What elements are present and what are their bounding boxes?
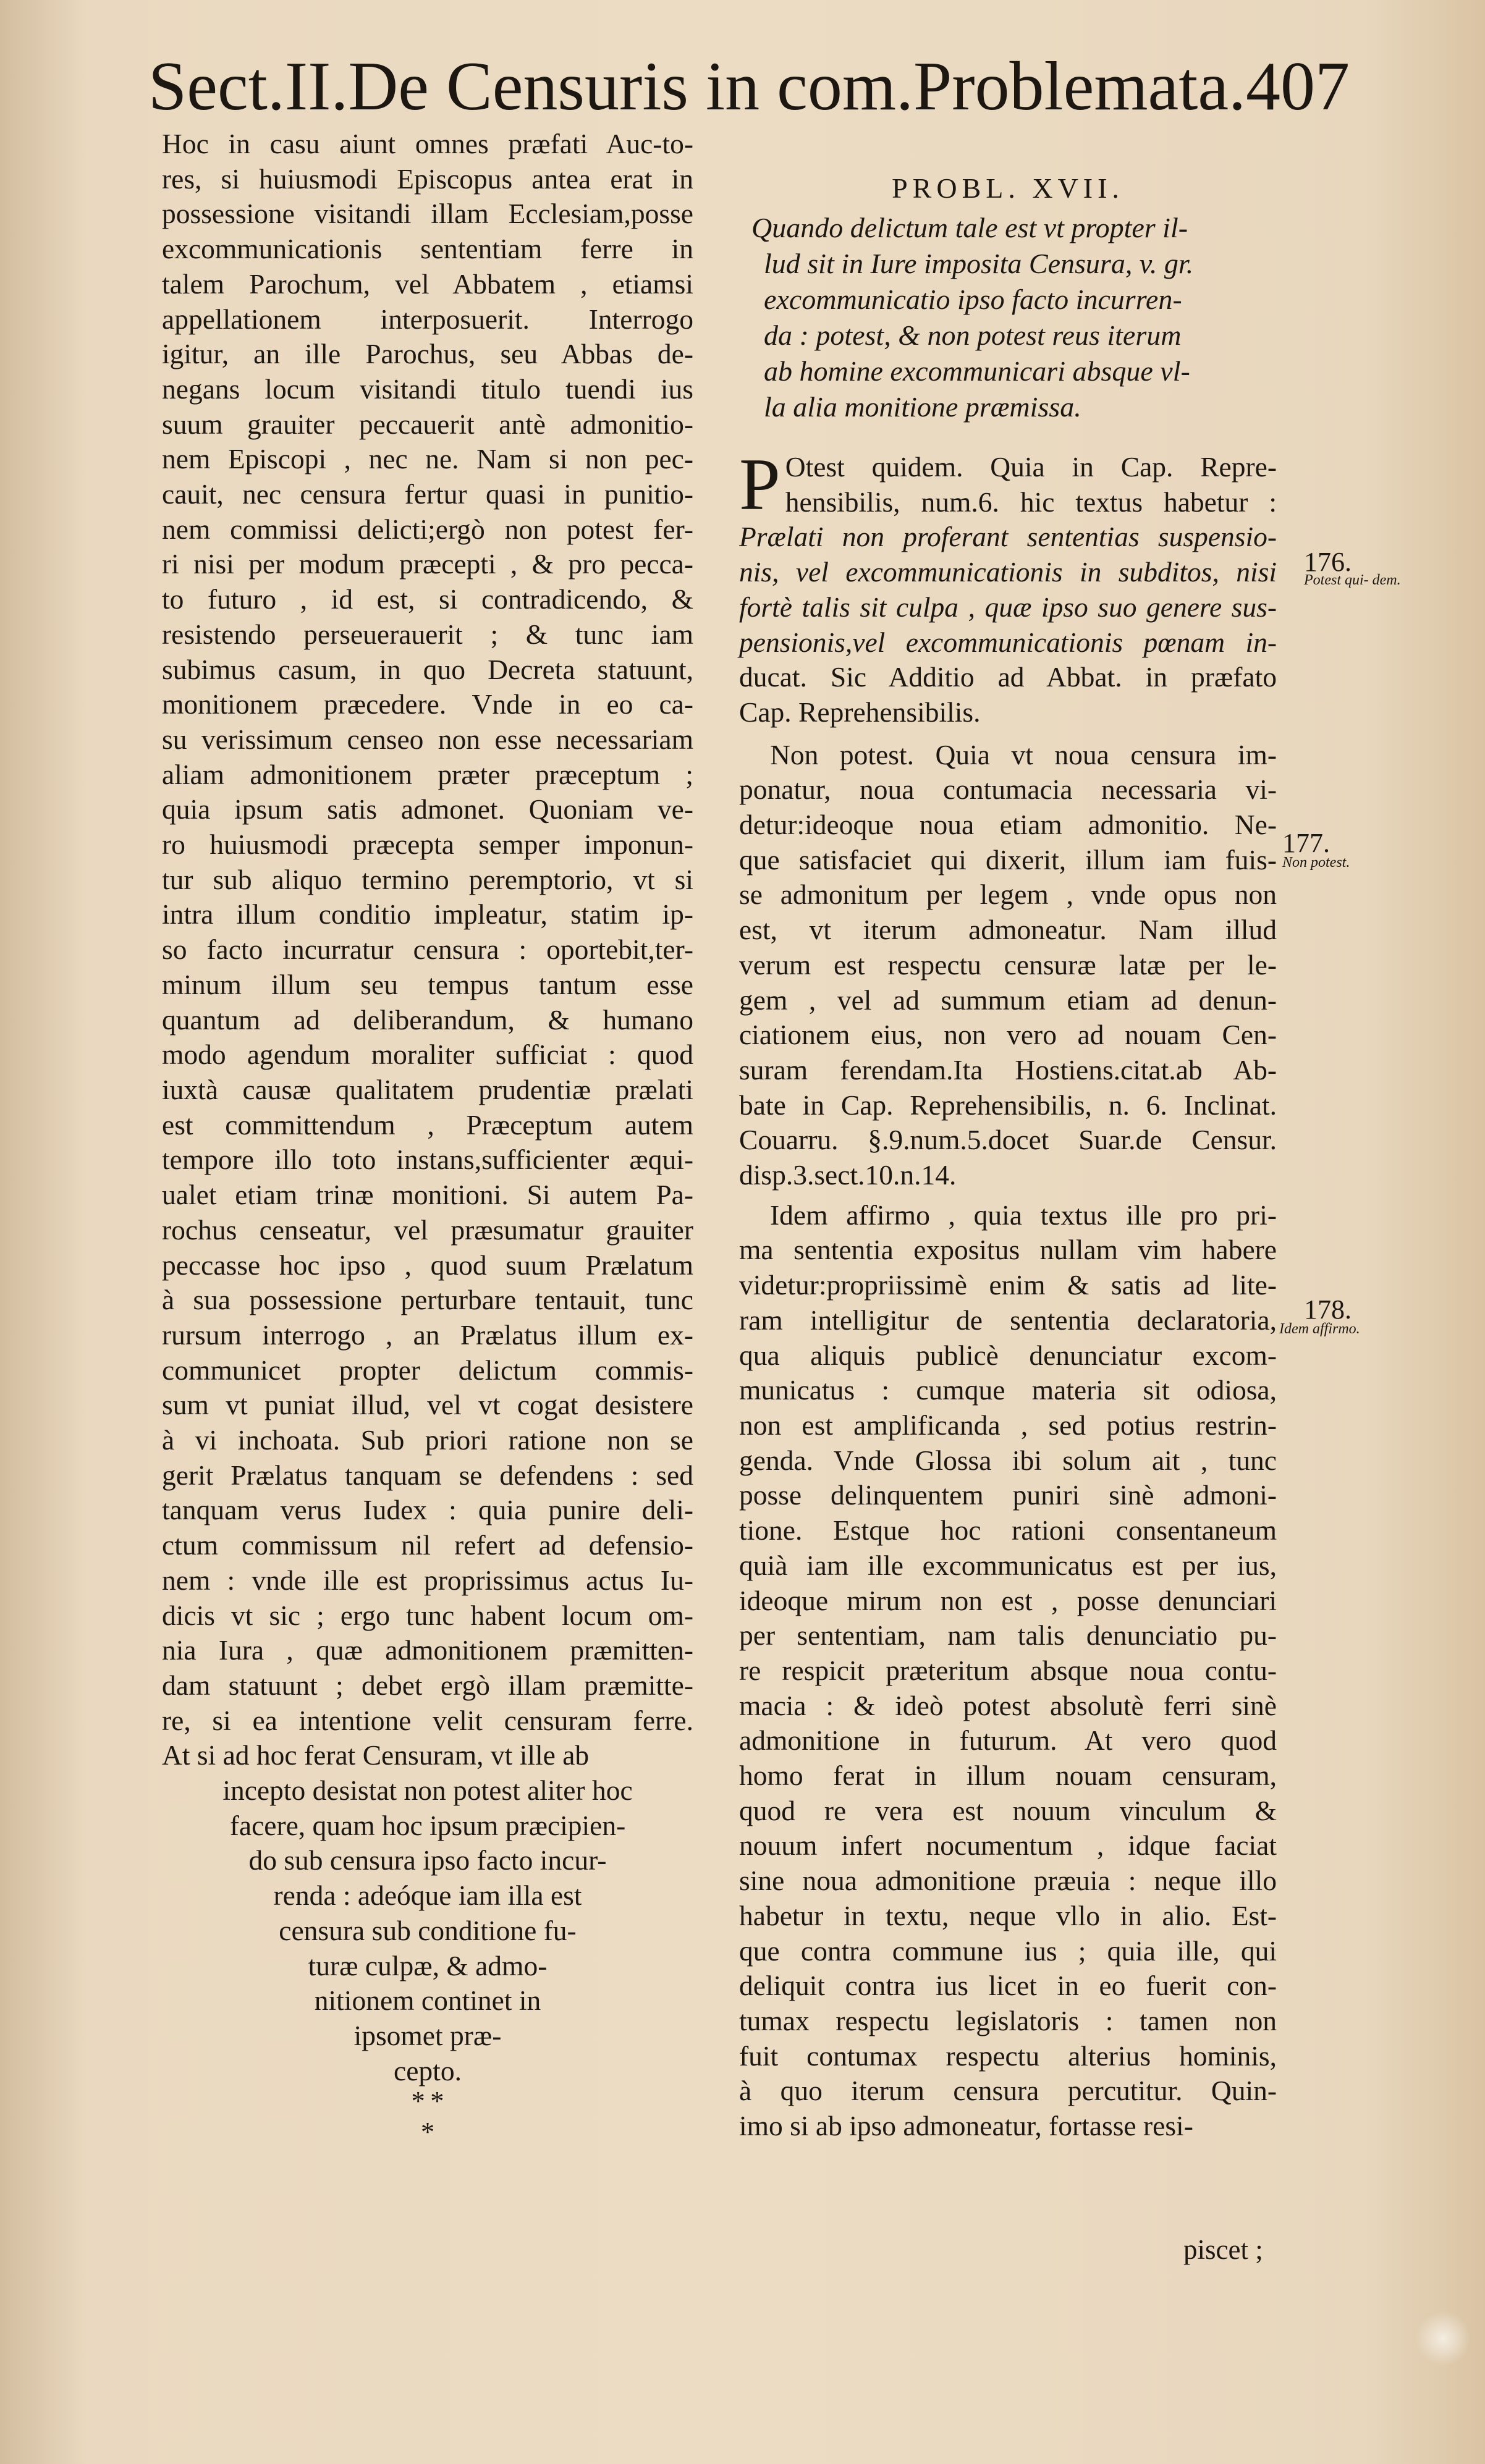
left-text-line: cauit, nec censura fertur quasi in punitio- xyxy=(162,478,693,510)
paragraph-line: sine noua admonitione præuia : neque illo xyxy=(739,1865,1277,1897)
paragraph-line: suram ferendam.Ita Hostiens.citat.ab Ab- xyxy=(739,1053,1277,1086)
left-text-line: gerit Prælatus tanquam se defendens : sed xyxy=(162,1459,693,1491)
margin-note-number: 177. xyxy=(1282,828,1330,858)
left-text-line: monitionem præcedere. Vnde in eo ca- xyxy=(162,688,693,720)
left-text-line: tempore illo toto instans,sufficienter æqui- xyxy=(162,1144,693,1176)
paragraph-line: ponatur, noua contumacia necessaria vi- xyxy=(739,774,1277,806)
paragraph-line: tumax respectu legislatoris : tamen non xyxy=(739,2004,1277,2036)
drop-cap: P xyxy=(739,443,781,525)
left-text-line: possessione visitandi illam Ecclesiam,posse xyxy=(162,198,693,230)
asterism-ornament: * * * xyxy=(411,2086,444,2148)
left-text-line: dam statuunt ; debet ergò illam præmitte- xyxy=(162,1669,693,1701)
problem-question xyxy=(751,210,1277,425)
paragraph-line: quod re vera est nouum vinculum & xyxy=(739,1794,1277,1826)
page-number: 407 xyxy=(1246,48,1350,125)
paragraph-line: Couarru. §.9.num.5.docet Suar.de Censur. xyxy=(739,1124,1277,1156)
left-text-line: appellationem interposuerit. Interrogo xyxy=(162,303,693,335)
paragraph-line: Non potest. Quia vt noua censura im- xyxy=(770,738,1277,770)
paragraph-line: Otest quidem. Quia in Cap. Repre- xyxy=(785,451,1277,483)
left-text-line: talem Parochum, vel Abbatem , etiamsi xyxy=(162,268,693,300)
paragraph-line: ideoque mirum non est , posse denunciari xyxy=(739,1584,1277,1616)
paragraph-line: Cap. Reprehensibilis. xyxy=(739,696,981,728)
left-text-line: re, si ea intentione velit censuram ferre. xyxy=(162,1704,693,1736)
left-text-line: est committendum , Præceptum autem xyxy=(162,1108,693,1141)
left-text-line: su verissimum censeo non esse necessariam xyxy=(162,723,693,755)
tailpiece-line: incepto desistat non potest aliter hoc xyxy=(222,1774,633,1807)
question-line: la alia monitione præmissa. xyxy=(764,391,1081,423)
left-text-line: so facto incurratur censura : oportebit,ter- xyxy=(162,934,693,966)
paragraph-line: gem , vel ad summum etiam ad denun- xyxy=(739,984,1277,1016)
paragraph-line: ciationem eius, non vero ad nouam Cen- xyxy=(739,1019,1277,1051)
left-text-line: modo agendum moraliter sufficiat : quod xyxy=(162,1039,693,1071)
margin-note-text: Potest qui- dem. xyxy=(1304,572,1401,588)
problem-heading: PROBL. XVII. xyxy=(892,172,1124,204)
paragraph-line: per sententiam, nam talis denunciatio pu- xyxy=(739,1619,1277,1652)
paragraph-line: disp.3.sect.10.n.14. xyxy=(739,1159,957,1191)
left-text-line: igitur, an ille Parochus, seu Abbas de- xyxy=(162,338,693,370)
paragraph-line: municatus : cumque materia sit odiosa, xyxy=(739,1374,1277,1406)
left-text-line: iuxtà causæ qualitatem prudentiæ prælati xyxy=(162,1073,693,1105)
paragraph-177 xyxy=(739,738,1277,1193)
paragraph-line: pensionis,vel excommunicationis pœnam in- xyxy=(739,626,1277,658)
tailpiece-text xyxy=(162,1773,693,2088)
paragraph-line: posse delinquentem puniri sinè admoni- xyxy=(739,1479,1277,1511)
right-column xyxy=(739,167,1277,2144)
paragraph-line: est, vt iterum admoneatur. Nam illud xyxy=(739,914,1277,946)
question-line: excommunicatio ipso facto incurren- xyxy=(764,284,1182,315)
tailpiece-line: turæ culpæ, & admo- xyxy=(308,1949,548,1981)
left-text-line: aliam admonitionem præter præceptum ; xyxy=(162,758,693,790)
left-text-line: rursum interrogo , an Prælatus illum ex- xyxy=(162,1318,693,1351)
tailpiece-line: cepto. xyxy=(394,2054,462,2086)
question-line: Quando delictum tale est vt propter il- xyxy=(751,212,1188,243)
paper-stain xyxy=(1415,2311,1471,2366)
paragraph-176 xyxy=(739,443,1277,730)
paragraph-line: homo ferat in illum nouam censuram, xyxy=(739,1760,1277,1792)
tailpiece-line: nitionem continet in xyxy=(314,1985,541,2017)
tailpiece-line: do sub censura ipso facto incur- xyxy=(248,1844,607,1876)
left-text-line: negans locum visitandi titulo tuendi ius xyxy=(162,373,693,405)
tailpiece-line: ipsomet præ- xyxy=(353,2019,502,2051)
paragraph-line: tione. Estque hoc rationi consentaneum xyxy=(739,1514,1277,1546)
paragraph-line: verum est respectu censuræ latæ per le- xyxy=(739,948,1277,981)
paragraph-line: Idem affirmo , quia textus ille pro pri- xyxy=(770,1199,1277,1231)
paragraph-line: que contra commune ius ; quia ille, qui xyxy=(739,1934,1277,1967)
left-text-line: minum illum seu tempus tantum esse xyxy=(162,968,693,1000)
paragraph-line: admonitione in futurum. At vero quod xyxy=(739,1724,1277,1757)
question-line: ab homine excommunicari absque vl- xyxy=(764,355,1190,387)
paragraph-line: ma sententia expositus nullam vim habere xyxy=(739,1234,1277,1266)
left-column xyxy=(162,127,693,2148)
paragraph-line: fortè talis sit culpa , quæ ipso suo genere sus- xyxy=(739,591,1277,623)
paragraph-line: hensibilis, num.6. hic textus habetur : xyxy=(785,486,1277,518)
paragraph-line: quià iam ille excommunicatus est per ius, xyxy=(739,1549,1277,1581)
paragraph-line: ducat. Sic Additio ad Abbat. in præfato xyxy=(739,661,1277,693)
tailpiece-line: censura sub conditione fu- xyxy=(279,1914,577,1946)
paragraph-line: bate in Cap. Reprehensibilis, n. 6. Inclinat. xyxy=(739,1089,1277,1121)
left-text-line: intra illum conditio impleatur, statim ip- xyxy=(162,898,693,930)
paragraph-line: Prælati non proferant sententias suspensio- xyxy=(739,521,1277,553)
left-text-line: ro huiusmodi præcepta semper imponun- xyxy=(162,829,693,861)
margin-note-176 xyxy=(1304,547,1401,589)
tailpiece-line: renda : adeóque iam illa est xyxy=(273,1880,582,1912)
question-line: da : potest, & non potest reus iterum xyxy=(764,319,1182,351)
running-header xyxy=(148,34,1350,139)
left-text-line: nem Episcopi , nec ne. Nam si non pec- xyxy=(162,443,693,475)
margin-note-text: Idem affirmo. xyxy=(1279,1321,1360,1337)
margin-note-178 xyxy=(1279,1294,1360,1338)
left-text-line: rochus censeatur, vel præsumatur grauiter xyxy=(162,1213,693,1246)
left-text-line: quia ipsum satis admonet. Quoniam ve- xyxy=(162,793,693,825)
paragraph-line: qua aliquis publicè denunciatur excom- xyxy=(739,1339,1277,1371)
paragraph-178 xyxy=(739,1198,1277,2144)
paragraph-line: fuit contumax respectu alterius hominis, xyxy=(739,2040,1277,2072)
left-text-line: ctum commissum nil refert ad defensio- xyxy=(162,1529,693,1561)
left-text-line: At si ad hoc ferat Censuram, vt ille ab xyxy=(162,1739,590,1771)
paragraph-line: detur:ideoque noua etiam admonitio. Ne- xyxy=(739,809,1277,841)
paragraph-line: non est amplificanda , sed potius restrin- xyxy=(739,1409,1277,1441)
paragraph-line: deliquit contra ius licet in eo fuerit con- xyxy=(739,1970,1277,2002)
margin-note-number: 176. xyxy=(1304,547,1352,577)
paragraph-line: videtur:propriissimè enim & satis ad lite- xyxy=(739,1269,1277,1301)
left-column-text xyxy=(162,127,693,1773)
paragraph-line: macia : & ideò potest absolutè ferri sinè xyxy=(739,1689,1277,1721)
left-text-line: nia Iura , quæ admonitionem præmitten- xyxy=(162,1634,693,1666)
paragraph-line: re respicit præteritum absque noua contu- xyxy=(739,1654,1277,1686)
margin-note-number: 178. xyxy=(1304,1294,1352,1325)
paragraph-line: que satisfaciet qui dixerit, illum iam fuis- xyxy=(739,843,1277,875)
question-line: lud sit in Iure imposita Censura, v. gr. xyxy=(764,248,1194,279)
catchword: piscet ; xyxy=(1183,2234,1263,2265)
left-text-line: res, si huiusmodi Episcopus antea erat in xyxy=(162,162,693,195)
left-text-line: excommunicationis sententiam ferre in xyxy=(162,233,693,265)
paragraph-line: nis, vel excommunicationis in subditos, nisi xyxy=(739,556,1277,588)
left-text-line: suum grauiter peccauerit antè admonitio- xyxy=(162,408,693,440)
left-text-line: Hoc in casu aiunt omnes præfati Auc-to- xyxy=(162,128,693,159)
left-text-line: nem : vnde ille est proprissimus actus Iu- xyxy=(162,1564,693,1596)
left-text-line: to futuro , id est, si contradicendo, & xyxy=(162,583,693,615)
tailpiece-line: facere, quam hoc ipsum præcipien- xyxy=(229,1809,626,1841)
left-text-line: dicis vt sic ; ergo tunc habent locum om- xyxy=(162,1599,693,1631)
left-text-line: peccasse hoc ipso , quod suum Prælatum xyxy=(162,1249,693,1281)
left-text-line: nem commissi delicti;ergò non potest fer- xyxy=(162,513,693,545)
paragraph-line: à quo iterum censura percutitur. Quin- xyxy=(739,2075,1277,2107)
paragraph-line: ram intelligitur de sententia declaratoria, xyxy=(739,1304,1277,1336)
paragraph-line: se admonitum per legem , vnde opus non xyxy=(739,879,1277,911)
left-text-line: ualet etiam trinæ monitioni. Si autem Pa- xyxy=(162,1179,693,1211)
left-text-line: à vi inchoata. Sub priori ratione non se xyxy=(162,1424,693,1456)
left-text-line: subimus casum, in quo Decreta statuunt, xyxy=(162,653,693,685)
left-text-line: sum vt puniat illud, vel vt cogat desistere xyxy=(162,1389,693,1421)
left-text-line: communicet propter delictum commis- xyxy=(162,1354,693,1386)
running-title: Sect.II.De Censuris in com.Problemata. xyxy=(148,48,1246,125)
left-text-line: quantum ad deliberandum, & humano xyxy=(162,1003,693,1036)
left-text-line: tur sub aliquo termino peremptorio, vt si xyxy=(162,863,693,895)
left-text-line: resistendo perseuerauerit ; & tunc iam xyxy=(162,618,693,650)
left-text-line: tanquam verus Iudex : quia punire deli- xyxy=(162,1494,693,1526)
paragraph-line: genda. Vnde Glossa ibi solum ait , tunc xyxy=(739,1444,1277,1476)
margin-note-177 xyxy=(1282,828,1350,871)
margin-note-text: Non potest. xyxy=(1282,854,1350,871)
left-text-line: à sua possessione perturbare tentauit, tunc xyxy=(162,1284,693,1316)
paragraph-line: habetur in textu, neque vllo in alio. Est- xyxy=(739,1899,1277,1931)
left-text-line: ri nisi per modum præcepti , & pro pecca- xyxy=(162,548,693,580)
paragraph-line: nouum infert nocumentum , idque faciat xyxy=(739,1829,1277,1862)
paragraph-line: imo si ab ipso admoneatur, fortasse resi- xyxy=(739,2110,1193,2142)
